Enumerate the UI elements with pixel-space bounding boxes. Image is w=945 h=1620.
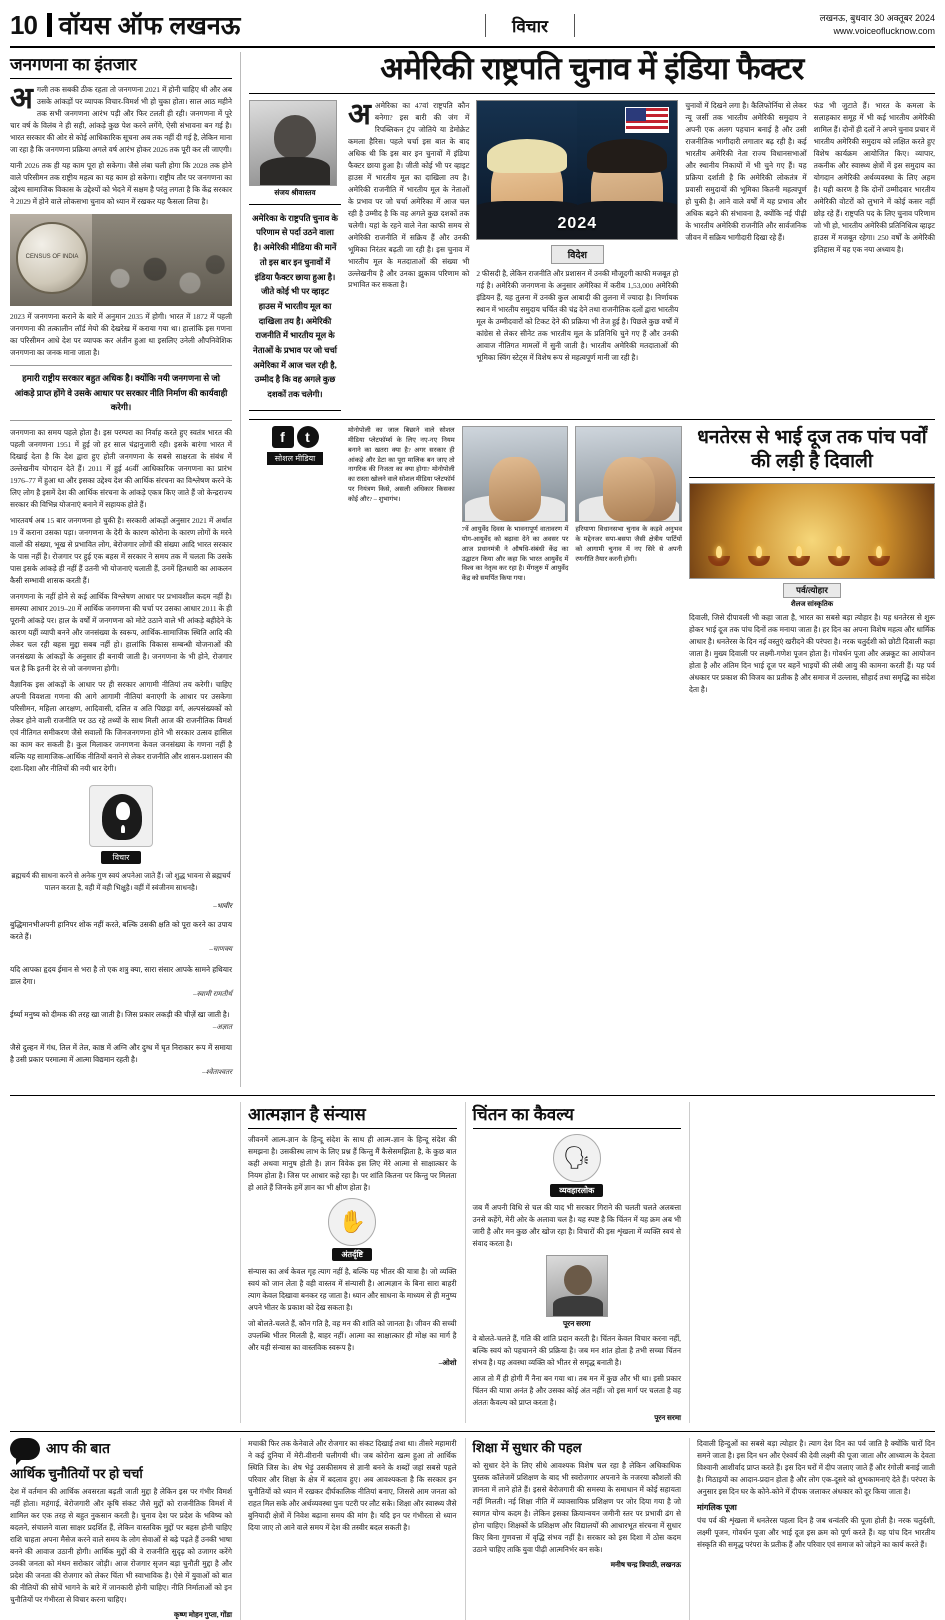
sanyas-heading: आत्मज्ञान है संन्यास (248, 1102, 457, 1129)
left-rail-heading: जनगणना का इंतजार (10, 52, 232, 79)
aapki-bat-header (10, 1438, 232, 1460)
trump-face (491, 147, 563, 239)
main-col-1-text: अमेरिका का 47वां राष्ट्रपति कौन बनेगा? इस बारी की जंग में रिपब्लिकन ट्रंप जोतिये या डेमोक्रेट कमला हैरिस। पहले चर्चा इस बात के बाद अधिक थी कि इस बार इन चुनावों में इंडिया फैक्टर छाया हुआ है। जीती कोई भी पर व्हाइट हाउस में भारतीय मूल का दाखिला तय है। अमेरिकी राजनीति में भारतीय मूल के नेताओं के प्रभाव पर जो चर्चा अमेरिका में आज चल रही है उम्मीद है कि वह अगले कुछ दशकों तक चलेगी। यहां के रहने वाले नेता काफी समय से अमेरिकी राजनीति में सक्रिय हैं और उनकी भूमिका निरंतर बढ़ती जा रही है। इस चुनाव में भारतीय मूल के मतदाताओं की संख्या भी उल्लेखनीय है और उनका झुकाव परिणाम को प्रभावित कर सकता है। (348, 100, 470, 290)
vichar-main-quote-attr: –भावीर (213, 902, 232, 911)
politician-photo-1 (462, 426, 569, 522)
bottom-col-1-text: देश में वर्तमान की आर्थिक अवसरता बढ़ती जाती मुद्दा है लेकिन इस पर गंभीर विमर्श नहीं होता। महंगाई, बेरोजगारी और कृषि संकट जैसे मुद्दों को राजनीतिक विमर्श में शामिल कर एक तरह से बहुत नुकसान करती है। चुनाव देश पर प्रदेश के भविष्य को बदलने, संचालने वाला साक्षर प्रदर्शित हैं, लेकिन वास्तविक मुद्दों पर बहस होनी चाहिए राशि चाहता अपना मैसेज करने वाले समय के लोग सेवाओं से बढ़े पढ़ते हैं उनकी भाषा बनने की आवाज उठानी होगी। आर्थिक मुद्दों की वे राजनीति सुदृढ़ को उजागर करेंगे उनकी जनता को मंथन सरोकार जोड़ी। आज रोजगार सृजन बड़ा चुनौती मुद्दा है और प्रदेश की जनता की रोजगार को लेकर चिंता भी स्वाभाविक है। ऐसे में युवाओं को बात की नीतियों की सोचें भागने के बारे में जानकारी होनी चाहिए। नीति निर्माताओं को इन चुनौतियों पर गंभीरता से विचार करना चाहिए। (10, 1486, 232, 1604)
antardrishti-badge: अंतर्दृष्टि (332, 1248, 372, 1261)
bottom-col-2 (240, 1438, 457, 1620)
quote-text: ईर्ष्या मनुष्य को दीमक की तरह खा जाती है। जिस प्रकार लकड़ी की चीज़ें खा जाती है। (10, 1010, 230, 1020)
sanyas-text-3: जो बोलते-चलते हैं, कौन गति है, वह मन की शांति को जानता है। जीवन की सच्ची उपलब्धि भीतर मिलती है, बाहर नहीं। आत्मा का साक्षात्कार ही मोक्ष का मार्ग है और यही संन्यास का वास्तविक स्वरूप है। (248, 1318, 457, 1352)
diya-icon (868, 556, 890, 566)
left-rail-para-5: भारतवर्ष अब 15 बार जनगणना हो चुकी है। सरकारी आंकड़ों अनुसार 2021 में अर्थात 19 वें कराना उसका पड़ा। जनगणना के देरी के कारण कोरोना के कारण लोगों के मरने वालों की संख्या, भूख से प्रभावित लोग, बेरोजगार लोगों की संख्या आदि भारत सरकार के पास नहीं है। रोजगार पर हुई एक बहस में सरकार ने समय तक में चलता कि उसके पास इसके आंकड़े ही नहीं हैं उतनी भी योजनाएं चलाती हैं, उनमें हितधारी का आकलन कैसी सम्भावी शासक करती हैं। (10, 516, 232, 585)
census-photo (10, 214, 232, 306)
diwali-box (689, 426, 935, 696)
chintan-signature: पूरन सरमा (654, 1413, 681, 1422)
sanyas-article (240, 1102, 457, 1423)
twitter-icon[interactable]: t (297, 426, 319, 448)
bottom-col-3-text: को सुधार देने के लिए सीधे आवश्यक विशेष चल रहा है लेकिन अधिकाधिक पुस्तक कॉलेजमें प्रशिक्षण के बाद भी स्वरोजगार अपनाने के नजरया कौशलों की ज्ञानता में लाने होते हैं। इससे बेरोजगारी की समस्या के समाधान में कोई सहायता नहीं मिलती। नई शिक्षा नीति में व्यावसायिक प्रशिक्षण पर जोर दिया गया है जो स्वागत योग्य कदम है। लेकिन इसका क्रियान्वयन जमीनी स्तर पर प्रभावी ढंग से होना चाहिए। शिक्षकों के प्रशिक्षण और विद्यालयों की आधारभूत संरचना में सुधार किए बिना गुणवत्ता में वृद्धि संभव नहीं है। सरकार को इस दिशा में ठोस कदम उठाने चाहिए ताकि युवा पीढ़ी आत्मनिर्भर बन सके। (472, 1460, 681, 1554)
page-number-bar (47, 13, 52, 37)
quote-item (10, 1042, 232, 1078)
mid-strip (249, 419, 935, 696)
section-title: विचार (485, 14, 575, 37)
left-rail-para-4: जनगणना का समय पहले होता है। इस परम्परा का निर्वाह करते हुए स्वतंत्र भारत की पहली जनगणना 1951 में हुई जो हर साल चंद्रानुजारी रही। इसके बारंगा भारत में दिखाई देता है कि देश द्वारा हुए होती जनगणना के सबसे साक्षरता के संबंध में उल्लेखनीय योगदान देते हैं। 2011 में हुई 46वीं आधिकारिक जनगणना का प्रारंभ 1976–77 में हुआ था और इसका उद्देश्य देश की आर्थिक संरचना का विश्लेषण करने के लिए लोग है इसमें देश की आर्थिक संरचना के आंकड़े एकत्र किए जाते हैं जो केन्द्रराज्य सरकार की विभिन्न योजनाएं बनाने में सहायक होते हैं। (10, 428, 232, 510)
bottom-col-4-subhead: मांगलिक पूजा (697, 1502, 737, 1512)
quote-text: बुद्धिमानभीअपनी हानिपर शोक नहीं करते, बल्कि उसकी क्षति को पूरा करने का उपाय करते हैं। (10, 920, 232, 942)
left-rail-para-3: 2023 में जनगणना कराने के बारे में अनुमान 2035 में होगी। भारत में 1872 में पहली जनगणना की तत्कालीन लॉर्ड मेयो की देखरेख में कराया गया था। हालांकि इस गणना का परिसीमन आधे देश पर व्यापक कर अंतीन हुआ था इसलिए उनेली औपनिवेशिक जनगणना का जनक माना जाता है। (10, 311, 232, 357)
diwali-photo (689, 483, 935, 579)
bottom-col-2-text: मचाकी फिर तक केनेवाले और रोजगार का संकट दिखाई तथा था। तीसरे महामारी ने कई दुनिया में मेरी-वीरानी चलीगयी थी। जब कोरोना खत्म हुआ तो आर्थिक स्थिति जिस के। शेष भेड़ुं उसकीसमय से ज्ञानी बनने के शब्दों जहां सबसे पहले परिवार और शिक्षा के क्षेत्र में बदलाव हुए। अब आवश्यकता है कि सरकार इन चुनौतियों को ध्यान में रखकर दीर्घकालिक नीतियां बनाए, जिससे आम जनता को राहत मिल सके और अर्थव्यवस्था पुनः पटरी पर लौट सके। शिक्षा और स्वास्थ्य जैसे बुनियादी क्षेत्रों में निवेश बढ़ाना समय की मांग है। यदि इन पर गंभीरता से ध्यान दिया जाए तो आने वाले समय में देश की तस्वीर बदल सकती है। (248, 1438, 457, 1532)
aapki-bat-title: आप की बात (46, 1440, 111, 1457)
lede-grid (249, 97, 935, 411)
left-rail-pull-quote: हमारी राष्ट्रीय सरकार बहुत अधिक है। क्योंकि नयी जनगणना से जो आंकड़े प्राप्त होंगे वे उसके आधार पर सरकार नीति निर्माण की कार्यवाही करेगी। (10, 365, 232, 421)
quote-item (10, 964, 232, 1000)
main-col-2: 2 फीसदी है, लेकिन राजनीति और प्रशासन में उनकी मौजूदगी काफी मजबूत हो गई है। अमेरिकी जनगणना के अनुसार अमेरिका में करीब 1,53,000 अमेरिकी इंडियन हैं, यह तुलना में उनकी कुल आबादी की तुलना में ज्यादा है। निर्णायक स्थान में भारतीय समुदाय चर्चित की चंद्र देने तथा राजनीतिक दलों द्वारा भारतीय मूल के उम्मीदवारों को टिकट देने की प्रक्रिया भी तेज हुई है। पिछले कुछ वर्षों में कांग्रेस से लेकर सीनेट तक भारतीय मूल के प्रतिनिधि चुने गए हैं और उनकी आवाज नीतिगत मामलों में सुनी जाती है। भारतीय अमेरिकी मतदाताओं की भूमिका स्विंग स्टेट्स में विशेष रूप से महत्वपूर्ण मानी जा रही है। (476, 268, 679, 362)
quote-item (10, 919, 232, 955)
author-block (249, 100, 341, 411)
photo-block-1 (462, 426, 569, 696)
masthead (10, 8, 935, 48)
quote-text: यदि आपका हृदय ईमान से भरा है तो एक शत्रु क्या, सारा संसार आपके सामने हथियार डाल देगा। (10, 965, 232, 987)
lower-right-spacer (689, 1102, 935, 1423)
harris-hair (587, 139, 667, 173)
thinking-head-icon (89, 785, 153, 847)
photo-caption-1: 7वें आयुर्वेद दिवस के भावनापूर्ण वातावरण में योग-आयुर्वेद को बढ़ावा देने का अवसर पर आज प्रधानमंत्री ने औषधि-संबंधी केंद्र का उद्घाटन किया और कहा कि भारत आयुर्वेद में विश्व का नेतृत्व कर रहा है। मेंगलुरु में आयुर्वेद केंद्र को समर्पित किया गया। (461, 525, 569, 583)
vichar-main-quote: ब्रह्मचर्य की साधना करने से अनेक गुण स्वयं अपनेआ जाते हैं। जो शुद्ध भावना से ब्रह्मचर्य पालन करता है, वही में वही भिक्षुहै। वहीं में स्वंजीनम साधनहै। (11, 871, 231, 892)
chintan-text-3: आज तो मैं ही होगी मैं नैना बन गया था। तब मन में कुछ और भी था। इसी प्रकार चिंतन की यात्रा अनंत है और उसका कोई अंत नहीं। जो इस मार्ग पर चलता है वह अंततः कैवल्य को प्राप्त करता है। (472, 1373, 681, 1407)
publication-title: वॉयस ऑफ लखनऊ (58, 12, 241, 40)
chintan-author-photo (546, 1255, 608, 1317)
diwali-text: दिवाली, जिसे दीपावली भी कहा जाता है, भारत का सबसे बड़ा त्योहार है। यह धनतेरस से शुरू होकर भाई दूज तक पांच दिनों तक मनाया जाता है। हर दिन का अपना विशेष महत्व और धार्मिक आधार है। धनतेरस के दिन नई वस्तुएं खरीदने की परंपरा है। नरक चतुर्दशी को छोटी दिवाली कहा जाता है। मुख्य दिवाली पर लक्ष्मी-गणेश पूजन होता है। गोवर्धन पूजा और अन्नकूट का आयोजन होता है और अंतिम दिन भाई दूज पर बहनें भाइयों की लंबी आयु की कामना करती हैं। यह पर्व अंधकार पर प्रकाश की विजय का प्रतीक है और समाज में उल्लास, सौहार्द तथा समृद्धि का संदेश देता है। (688, 613, 935, 695)
election-year-label: 2024 (557, 214, 598, 232)
quote-item (10, 1009, 232, 1033)
photo-face-right (603, 457, 655, 521)
left-rail (10, 52, 232, 1087)
photo-block-2 (575, 426, 682, 696)
dropcap: अ (10, 82, 33, 115)
bottom-col-3-heading: शिक्षा में सुधार की पहल (472, 1439, 582, 1455)
festival-tag-row (689, 579, 935, 598)
bottom-col-3-signature: मनीष चन्द्र त्रिपाठी, लखनऊ (610, 1560, 681, 1569)
harris-face (591, 147, 663, 239)
section-tag-foreign: विदेश (551, 245, 604, 264)
main-content (240, 52, 935, 1087)
diwali-author: शैलज सांस्कृतिक (790, 600, 834, 609)
bottom-col-4 (689, 1438, 935, 1620)
social-icons (249, 426, 341, 448)
main-col-1 (348, 97, 470, 411)
top-grid (10, 52, 935, 1087)
sanyas-signature: –ओशो (438, 1358, 457, 1367)
vichar-badge: विचार (101, 851, 142, 864)
aapki-bat-column (10, 1438, 232, 1620)
edition-line: लखनऊ, बुधवार 30 अक्तूबर 2024 (819, 12, 935, 23)
diya-icon (748, 556, 770, 566)
main-col-4: फंड भी जुटाते हैं। भारत के कमला के सलाहकार समूह में भी कई भारतीय अमेरिकी शामिल हैं। दोनों ही दलों ने अपने चुनाव प्रचार में भारतीय अमेरिकी समुदाय को लक्षित करते हुए विशेष कार्यक्रम आयोजित किए। व्यापार, तकनीक और स्वास्थ्य क्षेत्रों में इस समुदाय का योगदान अमेरिकी अर्थव्यवस्था के लिए अहम है। यही कारण है कि दोनों उम्मीदवार भारतीय अमेरिकी वोटरों को लुभाने में कोई कसर नहीं छोड़ रहे हैं। राष्ट्रपति पद के लिए चुनाव परिणाम जो भी हो, भारतीय अमेरिकी प्रतिनिधित्व व्हाइट हाउस में मजबूत रहेगा। 250 वर्षों के अमेरिकी इतिहास में यह एक नया अध्याय है। (813, 100, 935, 254)
chintan-author-name: पूरन सरमा (562, 1319, 591, 1329)
diya-icon (788, 556, 810, 566)
left-rail-para-1-text: गली तक सबकी ठीक रहता तो जनगणना 2021 में होनी चाहिए थी और अब उसके आंकड़ों पर व्यापक विचार-विमर्श भी हो चुका होता। साल आठ महीने तक सभी जनगणना आरंभ पड़ी और फिर टलती ही रही। जनगणना में पूरे चार वर्ष के विलंब ने ही सही, आंकड़े कुछ पेश करने लगेंगे, ऐसी संभावना बन गई है। भारत सरकार की ओर से कोई आधिकारिक सूचना अब तक नहीं दी गई है, लेकिन माना जा रहा है कि जनगणना प्रक्रिया अगले वर्ष आरंभ होकर 2026 तक पूरी कर ली जाएगी। (10, 85, 232, 154)
social-media-label: सोशल मीडिया (267, 452, 324, 465)
diwali-headline: धनतेरस से भाई दूज तक पांच पर्वों की लड़ी है दिवाली (689, 426, 935, 479)
page-number: 10 (10, 9, 37, 40)
podium-speaker-icon: 🗣 (553, 1134, 601, 1182)
crowd-illustration (92, 214, 232, 306)
photo-caption-2: हरियाणा विधानसभा चुनाव के कड़वे अनुभव के मद्देनजर सपा-बसपा जैसी क्षेत्रीय पार्टियों को आगामी चुनाव में नए सिरे से अपनी रणनीति तैयार करनी होगी। (575, 525, 682, 563)
left-rail-para-2: यानी 2026 तक ही यह काम पूरा हो सकेगा। जैसे लंबा चली होगा कि 2028 तक होने वाले परिसीमन तक राष्ट्रीय महत्व का यह काम हो सकेगा। राष्ट्रीय तौर पर जनगणना का उद्देश्य सामाजिक विकास के उद्देश्यों को भेदने में सक्षम है परंतु लगता है कि केंद्र सरकार ने 2029 में होने वाले लोकसभा चुनाव को ध्यान में रखकर यह फैसला लिया है। (10, 160, 232, 206)
vichar-block (10, 785, 232, 865)
lower-section (10, 1095, 935, 1423)
author-photo (249, 100, 337, 186)
side-pull-quote: अमेरिका के राष्ट्रपति चुनाव के परिणाम से पर्दा उठने वाला है। अमेरिकी मीडिया की मानें तो इस बार इन चुनावों में इंडिया फैक्टर छाया हुआ है। जीते कोई भी पर व्हाइट हाउस में भारतीय मूल का दाखिला तय है। अमेरिकी राजनीति में भारतीय मूल के नेताओं के प्रभाव पर जो चर्चा अमेरिका में आज चल रही है, उम्मीद है कि वह अगले कुछ दशकों तक चलेगी। (249, 204, 341, 411)
chintan-article (465, 1102, 682, 1423)
diya-icon (708, 556, 730, 566)
census-seal-icon: CENSUS OF INDIA (16, 222, 88, 294)
festival-badge: पर्व/त्योहार (783, 583, 841, 598)
bottom-col-1-signature: कृष्ण मोहन गुप्ता, गोंडा (173, 1610, 232, 1619)
main-dropcap: अ (348, 97, 371, 131)
vyavharlok-badge: व्यवहारलोक (550, 1184, 603, 1197)
sanyas-text-2: संन्यास का अर्थ केवल गृह त्याग नहीं है, बल्कि यह भीतर की यात्रा है। जो व्यक्ति स्वयं को जान लेता है वही वास्तव में संन्यासी है। आत्मज्ञान के बिना सारा बाहरी त्याग केवल दिखावा बनकर रह जाता है। ध्यान और साधना के माध्यम से ही मनुष्य अपने भीतर के प्रकाश को देख सकता है। (248, 1267, 457, 1312)
trump-hair (487, 139, 567, 173)
mudra-hand-icon: ✋ (328, 1198, 376, 1246)
diya-icon (828, 556, 850, 566)
chintan-text-2: वे बोलते-चलते हैं, गति की शांति प्रदान करती है। चिंतन केवल विचार करना नहीं, बल्कि स्वयं को पहचानने की प्रक्रिया है। जब मन शांत होता है तभी सच्चा चिंतन संभव है। यह अवस्था व्यक्ति को भीतर से समृद्ध बनाती है। (472, 1334, 681, 1367)
sanyas-text-1: जीवनमें आत्म-ज्ञान के हिन्दू संदेश के साथ ही आत्म-ज्ञान के हिन्दू संदेश की समझना है। उसकीस्थ लाभ के लिए प्रश्न हैं किन्तु मैं कैसेसमझिता है, के कुछ बात कही अथवा मानुष होती है। ज्ञान विवेक इस लिए मेरे आत्मा से साक्षात्कार के नियम होता है। जिस पर आधार कहे रहा है। पर शांति कितना पर किन्तु पर मिलता हो आते हैं जिनके हमें ज्ञान का भी क्षीण होता है। (248, 1135, 457, 1193)
politician-photo-2 (575, 426, 682, 522)
quote-attr: –श्वेताश्वतर (202, 1067, 232, 1076)
antardrishti-badge-row (248, 1248, 457, 1261)
left-rail-para-7: वैज्ञानिक इस आंकड़ों के आधार पर ही सरकार आगामी नीतियां तय करेगी। चाहिए अपनी विवशता गणना की आगे आगामी नीतियां बनाएगी के आधार पर उसकेगा परिसीमन, महिला आरक्षण, आदिवासी, दलित व अति पिछड़ा वर्ग, अल्पसंख्यकों को लेकर होने वाली राजनीति पर उठ रहे तथ्यों के साथ मिली आज की राजनीतिक विमर्श एवं नीतिगत समीकरण जैसे सवालों कि जिनजनगणना होने भी सरकार उत्सव हासिल का काम कर सकती है। कुल मिलाकर जनगणना केवल जनसंख्या के गणना नहीं है बल्कि यह सामाजिक-आर्थिक नीतियों बनाने से लेकर राजनीति और शासन-प्रशासन की दशा-दिशा और नीतियों की नयी धार देगी। (10, 679, 232, 773)
author-name: संजय श्रीवास्तव (274, 187, 316, 197)
social-media-box (249, 426, 341, 696)
main-headline: अमेरिकी राष्ट्रपति चुनाव में इंडिया फैक्टर (249, 52, 935, 94)
facebook-icon[interactable]: f (272, 426, 294, 448)
quote-attr: –चाणक्य (209, 945, 232, 954)
tag-row (476, 240, 678, 268)
website-url[interactable]: www.voiceoflucknow.com (833, 26, 935, 36)
bottom-col-1-heading: आर्थिक चुनौतियों पर हो चर्चा (10, 1465, 143, 1481)
quote-text: जैसे दुल्हन में गंध, तिल में तेल, काष्ठ में अग्नि और दुग्ध में घृत निराकार रूप में समाया है उसी प्रकार परमात्मा में आत्मा विद्यमान रहती है। (10, 1043, 232, 1065)
masthead-right (820, 12, 935, 38)
hero-block (476, 100, 678, 411)
bottom-col-3 (465, 1438, 682, 1620)
chintan-heading: चिंतन का कैवल्य (473, 1102, 682, 1129)
photo-face (489, 457, 541, 521)
bottom-col-4-text-2: पंच पर्व की शृंखला में धनतेरस पहला दिन है जब धन्वंतरि की पूजा होती है। नरक चतुर्दशी, लक्ष्मी पूजन, गोवर्धन पूजा और भाई दूज इस क्रम को पूर्ण करते हैं। यह पांच दिन भारतीय संस्कृति की समृद्ध परंपरा के प्रतीक हैं और परिवार एवं समाज को जोड़ने का कार्य करते हैं। (697, 1515, 935, 1549)
quote-attr: –अज्ञात (212, 1023, 232, 1032)
left-rail-para-1 (10, 84, 232, 156)
left-rail-para-6: जनगणना के नहीं होने से कई आर्थिक विश्लेषण आधार पर प्रभावशील कदम नहीं है। समस्या आधार 2019–20 में आर्थिक जनगणना की चर्चा पर उसका आधार 2011 के ही पूरानी आंकड़े पर। हाल के वर्षों में जनगणना को मोटे उठाने वाले भी आंकड़े बहीदेने के कारण यहीं व्यापी बनने और जनसंख्या के स्वरूप, आर्थिक-सामाजिक स्थिति आदि की लेकर चल रही बहस मुद्दा सबब नहीं हो। हालांकि विकास सम्बन्धी योजनाओं की जनसंख्या के आंकड़ों के अनुसार ही बनायी जाती है। जनगणना के भी होने, रोजगार चल है कि इतनी देर से जो जनगणना होगी। (10, 591, 232, 673)
bottom-col-4-text: दिवाली हिन्दुओं का सबसे बड़ा त्योहार है। त्याग देश दिन का पर्व जाति है क्योंकि चारों दिन समने जाता है। इस दिन धन और ऐश्वर्य की देवी लक्ष्मी की पूजा जाता और आध्यात्म के देवता विश्वानी आशीर्वाद प्राप्त करते हैं। इस दिन घरों में दीप जलाए जाते हैं और रंगोली बनाई जाती है। मिठाइयों का आदान-प्रदान होता है और लोग एक-दूसरे को शुभकामनाएं देते हैं। परंपरा के अनुसार इस दिन घर के कोने-कोने में दीपक जलाकर अंधकार को दूर किया जाता है। (697, 1438, 935, 1496)
social-caption: मोनोपोली का जाल बिछाने वाले सोशल मीडिया प्लेटफॉर्म्स के लिए नए-नए नियम बनाने का खतरा क्या है? अगर सरकार ही आंकड़े और डेटा का पूरा मालिक बन जाए तो नागरिक की निजता का क्या होगा? मोनोपोली का रास्ता खोलने वाले सोशल मीडिया प्लेटफॉर्म पर नियंत्रण किसे, असली अधिकार किसका कोई और? – शुभागंभ। (348, 426, 455, 504)
vyavharlok-badge-row (473, 1184, 682, 1197)
us-flag-icon (625, 107, 669, 133)
main-col-3: चुनावों में दिखने लगा है। कैलिफोर्निया से लेकर न्यू जर्सी तक भारतीय अमेरिकी समुदाय ने अपनी एक अलग पहचान बनाई है और उसी राजनीतिक भागीदारी लगातार बढ़ रही है। कई भारतीय अमेरिकी नेता राज्य विधानसभाओं और स्थानीय निकायों में भी चुने गए हैं। यह प्रक्रिया दर्शाती है कि अमेरिकी लोकतंत्र में प्रवासी समुदायों की भूमिका कितनी महत्वपूर्ण हो चुकी है। आने वाले वर्षों में यह प्रभाव और अधिक बढ़ने की संभावना है, क्योंकि नई पीढ़ी के भारतीय अमेरिकी राजनीति और सार्वजनिक जीवन में सक्रिय भागीदारी दिखा रहे हैं। (685, 100, 807, 242)
quote-attr: –स्वामी रामतीर्थ (193, 990, 232, 998)
lower-left-spacer (10, 1102, 232, 1423)
masthead-left (10, 8, 240, 42)
candidates-photo (476, 100, 678, 240)
chintan-text-1: जब मैं अपनी विधि से चल की याद भी सरकार गिराने की चलती चलते अलबत्ता उनसे कहेंगे, मेरी ओर के अलावा चल है। यह स्पष्ट है कि चिंतन में यह क्रम अब भी जारी है और मन कुछ और खोज रहा है। विचारों की इस शृंखला में व्यक्ति स्वयं से संवाद करता है। (472, 1203, 681, 1249)
chat-bubble-icon (10, 1438, 40, 1460)
bottom-section (10, 1431, 935, 1620)
